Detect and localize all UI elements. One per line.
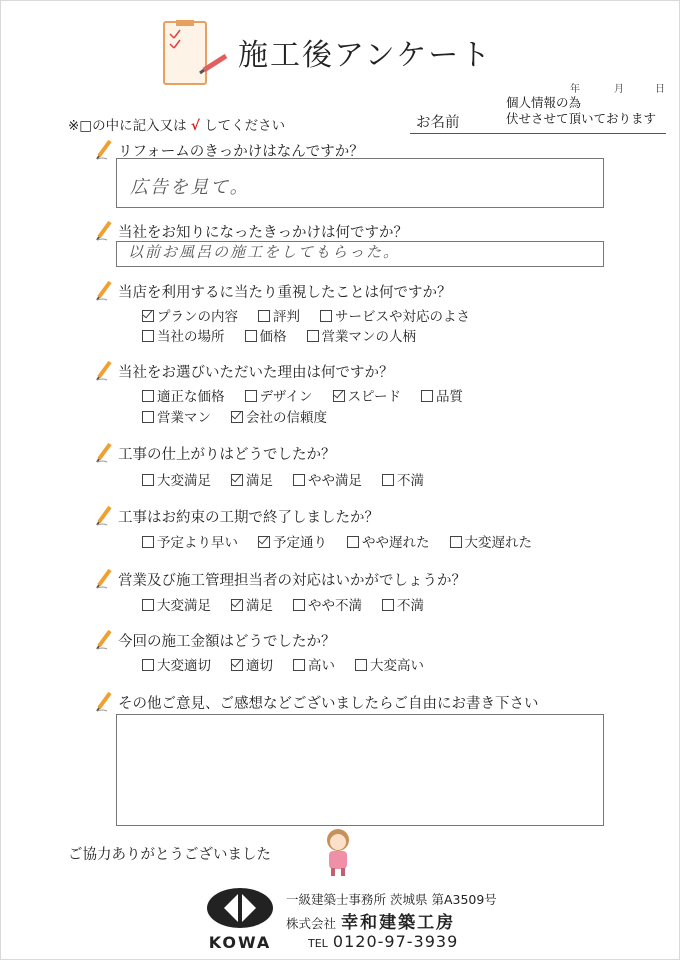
question-text: 今回の施工金額はどうでしたか？	[118, 634, 336, 650]
option-label: サービスや対応のよさ	[335, 309, 470, 325]
option-label: デザイン	[259, 389, 313, 405]
registration-number: 一級建築士事務所 茨城県 第A3509号	[286, 892, 497, 907]
checkbox[interactable]	[245, 390, 257, 402]
company-prefix: 株式会社	[286, 916, 337, 931]
option-label: やや満足	[308, 473, 362, 489]
question-text: 工事はお約束の工期で終了しましたか？	[118, 510, 379, 526]
checkbox[interactable]	[258, 310, 270, 322]
option-label: 価格	[259, 329, 287, 345]
option-label: 大変遅れた	[464, 535, 532, 551]
checked-checkbox[interactable]	[231, 659, 243, 671]
checkbox[interactable]	[450, 536, 462, 548]
date-year-label: 年	[570, 84, 580, 95]
option-label: 評判	[273, 309, 300, 325]
question-text: 当社をお知りになったきっかけは何ですか？	[118, 225, 408, 241]
company-name: 幸和建築工房	[341, 913, 456, 933]
option-item[interactable]	[293, 473, 362, 489]
staff-character-icon	[318, 826, 358, 878]
checkbox[interactable]	[142, 599, 154, 611]
company-name-row	[286, 908, 455, 933]
option-item[interactable]	[450, 535, 533, 551]
option-row	[142, 531, 552, 551]
option-label: 会社の信頼度	[246, 410, 327, 426]
option-item[interactable]	[142, 658, 211, 674]
option-label: プランの内容	[157, 309, 238, 325]
option-item[interactable]	[231, 410, 327, 426]
handwritten-answer: 広告を見て。	[130, 177, 250, 198]
option-label: 適正な価格	[157, 389, 225, 405]
option-label: やや遅れた	[362, 535, 430, 551]
option-item[interactable]	[320, 309, 470, 325]
option-item[interactable]	[142, 535, 238, 551]
instruction-note	[68, 114, 285, 134]
pencil-icon	[96, 690, 114, 712]
option-item[interactable]	[382, 598, 424, 614]
check-mark-icon: √	[190, 118, 200, 134]
option-row	[142, 654, 444, 674]
option-item[interactable]	[245, 329, 287, 345]
option-item[interactable]	[231, 473, 273, 489]
pencil-icon	[96, 628, 114, 650]
checkbox[interactable]	[142, 474, 154, 486]
option-label: 営業マン	[157, 410, 211, 426]
comments-textarea[interactable]	[116, 714, 604, 826]
checkbox[interactable]	[245, 330, 257, 342]
privacy-line-1: 個人情報の為	[506, 95, 582, 110]
option-item[interactable]	[307, 329, 417, 345]
tel-number: 0120-97-3939	[332, 932, 459, 951]
checkbox[interactable]	[382, 599, 394, 611]
option-label: 高い	[308, 658, 335, 674]
option-label: 不満	[397, 598, 424, 614]
option-item[interactable]	[382, 473, 424, 489]
pencil-icon	[96, 219, 114, 241]
checked-checkbox[interactable]	[231, 474, 243, 486]
option-item[interactable]	[293, 598, 362, 614]
privacy-line-2: 伏せさせて頂いております	[506, 111, 657, 126]
checkbox[interactable]	[307, 330, 319, 342]
option-row	[142, 325, 436, 345]
option-row	[142, 406, 347, 426]
question-text: 営業及び施工管理担当者の対応はいかがでしょうか？	[118, 573, 466, 589]
handwritten-answer: 以前お風呂の施工をしてもらった。	[128, 243, 401, 261]
option-item[interactable]	[421, 389, 463, 405]
option-row	[142, 305, 490, 325]
checked-checkbox[interactable]	[142, 310, 154, 322]
option-label: 大変満足	[157, 598, 211, 614]
option-label: 予定通り	[273, 535, 327, 551]
option-item[interactable]	[347, 535, 430, 551]
name-field-label: お名前	[416, 115, 460, 131]
checkbox[interactable]	[142, 536, 154, 548]
question-text: リフォームのきっかけはなんですか？	[118, 144, 364, 160]
option-item[interactable]	[258, 535, 327, 551]
option-label: 満足	[246, 473, 273, 489]
checkbox[interactable]	[355, 659, 367, 671]
question-text: その他ご意見、ご感想などございましたらご自由にお書き下さい	[118, 696, 539, 712]
checkbox[interactable]	[293, 474, 305, 486]
option-label: 大変高い	[370, 658, 424, 674]
clipboard-icon	[160, 20, 230, 90]
question-text: 当社をお選びいただいた理由は何ですか？	[118, 365, 394, 381]
pencil-icon	[96, 359, 114, 381]
option-label: 適切	[246, 658, 273, 674]
pencil-icon	[96, 138, 114, 160]
privacy-note	[506, 95, 656, 127]
option-item[interactable]	[231, 598, 273, 614]
option-label: 大変適切	[157, 658, 211, 674]
checkbox[interactable]	[142, 330, 154, 342]
pencil-icon	[96, 441, 114, 463]
checkbox[interactable]	[293, 659, 305, 671]
option-label: 予定より早い	[157, 535, 238, 551]
pencil-icon	[96, 504, 114, 526]
thanks-message: ご協力ありがとうございました	[68, 847, 271, 863]
option-row	[142, 469, 444, 489]
checkbox[interactable]	[421, 390, 433, 402]
option-label: 営業マンの人柄	[321, 329, 416, 345]
checkbox[interactable]	[142, 390, 154, 402]
tel-label: TEL	[308, 937, 328, 950]
date-day-label: 日	[655, 84, 665, 95]
option-item[interactable]	[142, 329, 225, 345]
option-item[interactable]	[245, 389, 313, 405]
pencil-icon	[96, 279, 114, 301]
kowa-logo	[204, 886, 276, 952]
page-title: 施工後アンケート	[238, 38, 493, 73]
option-label: 満足	[246, 598, 273, 614]
option-row	[142, 594, 444, 614]
option-item[interactable]	[142, 410, 211, 426]
checkbox[interactable]	[347, 536, 359, 548]
pencil-icon	[96, 567, 114, 589]
checkbox[interactable]	[142, 659, 154, 671]
checked-checkbox[interactable]	[231, 599, 243, 611]
checked-checkbox[interactable]	[258, 536, 270, 548]
telephone-row	[308, 932, 458, 951]
option-label: 品質	[436, 389, 464, 405]
option-row	[142, 385, 483, 405]
checkbox[interactable]	[320, 310, 332, 322]
instruction-text: ※□の中に記入又は	[68, 118, 187, 134]
logo-text: KOWA	[208, 933, 272, 952]
option-label: スピード	[347, 389, 402, 405]
option-item[interactable]	[231, 658, 273, 674]
option-item[interactable]	[355, 658, 424, 674]
checkbox[interactable]	[293, 599, 305, 611]
option-label: やや不満	[308, 598, 362, 614]
option-item[interactable]	[293, 658, 335, 674]
date-month-label: 月	[614, 84, 624, 95]
option-label: 当社の場所	[157, 329, 225, 345]
instruction-suffix: してください	[204, 118, 286, 134]
checkbox[interactable]	[382, 474, 394, 486]
question-text: 工事の仕上がりはどうでしたか？	[118, 447, 336, 463]
option-label: 大変満足	[157, 473, 211, 489]
option-item[interactable]	[142, 598, 211, 614]
checkbox[interactable]	[142, 411, 154, 423]
option-item[interactable]	[258, 309, 300, 325]
option-item[interactable]	[142, 473, 211, 489]
option-item[interactable]	[142, 389, 225, 405]
checked-checkbox[interactable]	[333, 390, 345, 402]
option-item[interactable]	[142, 309, 238, 325]
option-label: 不満	[397, 473, 424, 489]
option-item[interactable]	[333, 389, 401, 405]
question-text: 当店を利用するに当たり重視したことは何ですか？	[118, 285, 452, 301]
checked-checkbox[interactable]	[231, 411, 243, 423]
